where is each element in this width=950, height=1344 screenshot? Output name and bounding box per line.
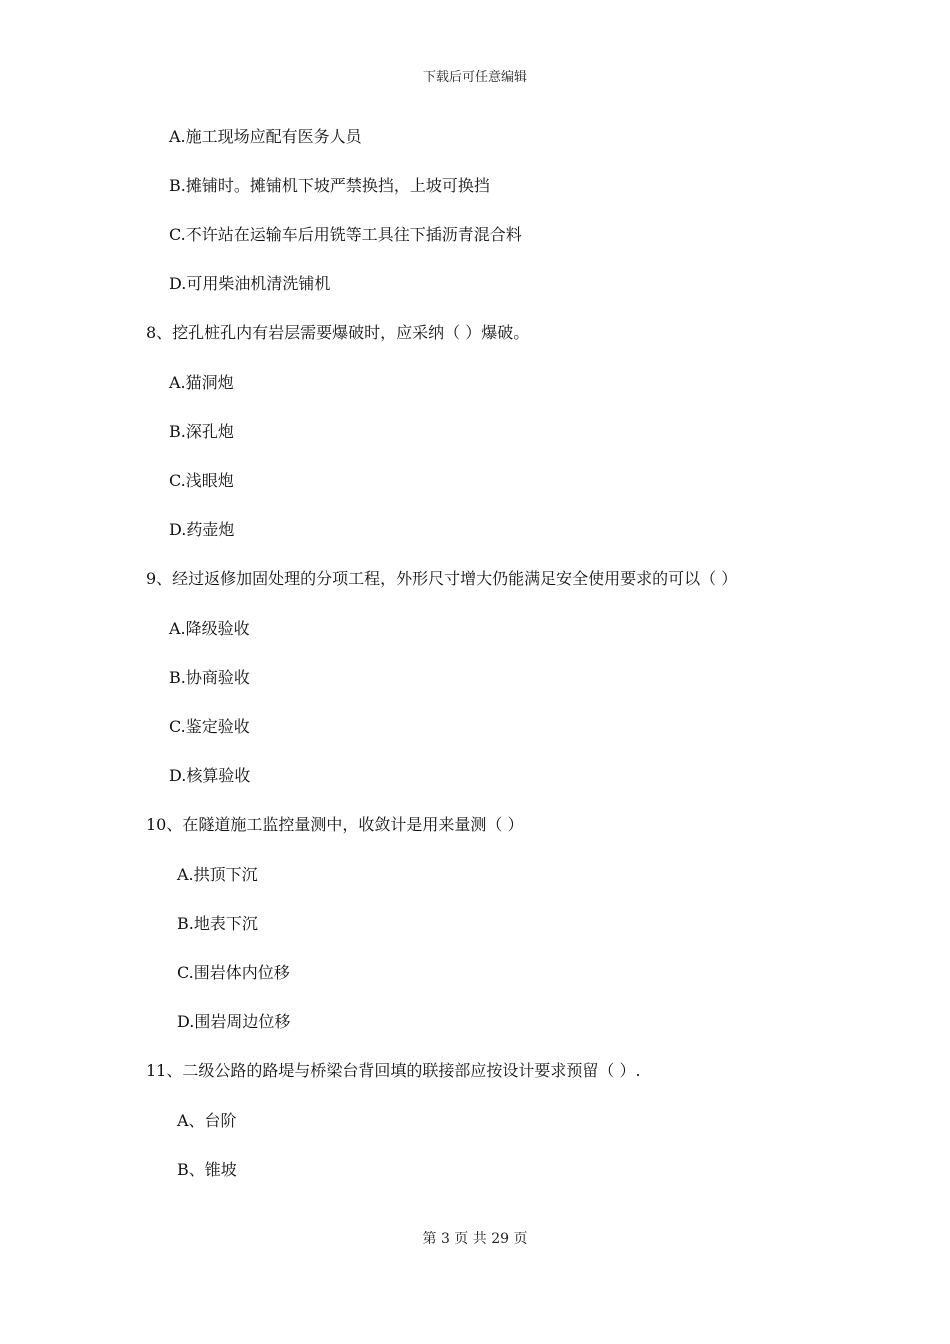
q8-option-b: B.深孔炮 (169, 422, 234, 441)
q7-option-b: B.摊铺时。摊铺机下坡严禁换挡，上坡可换挡 (169, 176, 490, 195)
q9-option-b: B.协商验收 (169, 668, 250, 687)
q10-option-a: A.拱顶下沉 (177, 865, 258, 884)
q10-option-c: C.围岩体内位移 (177, 963, 290, 982)
q11-stem: 11、二级公路的路堤与桥梁台背回填的联接部应按设计要求预留（ ）. (146, 1061, 641, 1080)
q7-option-a: A.施工现场应配有医务人员 (169, 127, 362, 146)
q11-option-a: A、台阶 (177, 1111, 237, 1130)
q10-option-b: B.地表下沉 (177, 914, 258, 933)
q10-option-d: D.围岩周边位移 (177, 1012, 291, 1031)
q9-stem: 9、经过返修加固处理的分项工程，外形尺寸增大仍能满足安全使用要求的可以（ ） (146, 569, 738, 588)
q9-option-d: D.核算验收 (169, 766, 251, 785)
q9-option-c: C.鉴定验收 (169, 717, 250, 736)
q8-option-c: C.浅眼炮 (169, 471, 234, 490)
page-footer: 第 3 页 共 29 页 (422, 1231, 528, 1247)
q7-option-d: D.可用柴油机清洗铺机 (169, 274, 331, 293)
page-header: 下载后可任意编辑 (422, 70, 527, 85)
q8-option-d: D.药壶炮 (169, 520, 235, 539)
q9-option-a: A.降级验收 (169, 619, 250, 638)
q10-stem: 10、在隧道施工监控量测中，收敛计是用来量测（ ） (146, 815, 524, 834)
q8-option-a: A.猫洞炮 (169, 373, 234, 392)
q7-option-c: C.不许站在运输车后用铣等工具往下插沥青混合料 (169, 225, 522, 244)
q11-option-b: B、锥坡 (177, 1160, 237, 1179)
q8-stem: 8、挖孔桩孔内有岩层需要爆破时，应采纳（ ）爆破。 (146, 323, 530, 342)
